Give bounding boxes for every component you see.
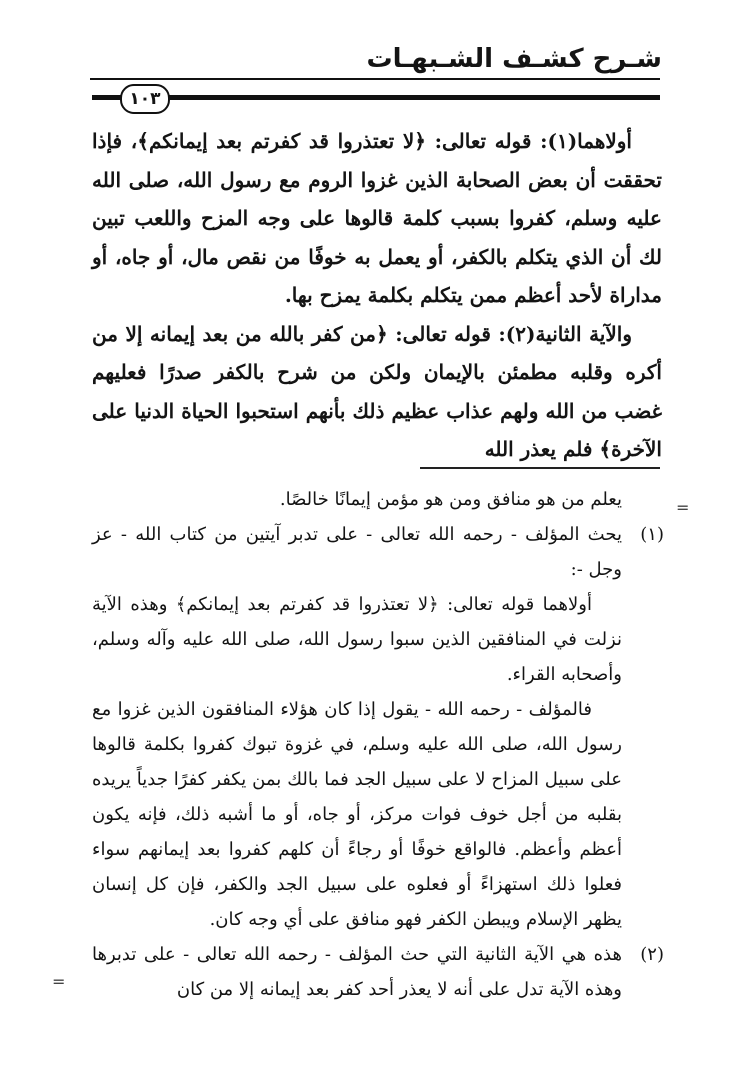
margin-mark: = (676, 498, 690, 517)
footnote-paragraph: أولاهما قوله تعالى: ﴿لا تعتذروا قد كفرتم بعد إيمانكم﴾ وهذه الآية نزلت في المنافقين الذين سبوا رسول الله، صلى الله عليه وآله وسلم، وأصحابه القراء. (92, 594, 622, 685)
page-number: ١٠٣ (120, 84, 170, 114)
header-rule (90, 78, 660, 80)
main-paragraph: والآية الثانية(٢): قوله تعالى: ﴿من كفر بالله من بعد إيمانه إلا من أكره وقلبه مطمئن بالإيمان ولكن من شرح بالكفر صدرًا فعليهم غضب من الله ولهم عذاب عظيم ذلك بأنهم استحبوا الحياة الدنيا على الآخرة﴾ فلم يعذر الله (92, 321, 662, 461)
footnote-number: (٢) (640, 944, 664, 965)
footnote-paragraph: هذه هي الآية الثانية التي حث المؤلف - رحمه الله تعالى - على تدبرها وهذه الآية تدل على أنه لا يعذر أحد كفر بعد إيمانه إلا من كان (92, 944, 622, 1000)
main-paragraph: أولاهما(١): قوله تعالى: ﴿لا تعتذروا قد كفرتم بعد إيمانكم﴾، فإذا تحققت أن بعض الصحابة الذين غزوا الروم مع رسول الله، صلى الله عليه وسلم، كفروا بسبب كلمة قالوها على وجه المزح واللعب تبين لك أن الذي يتكلم بالكفر، أو يعمل به خوفًا من نقص مال، أو جاه، أو مداراة لأحد أعظم ممن يتكلم بكلمة يمزح بها. (92, 129, 662, 307)
footnote-1 (92, 517, 664, 937)
footnote-continuation: يعلم من هو منافق ومن هو مؤمن إيمانًا خالصًا. (279, 489, 622, 510)
header-rule-thick-left (92, 95, 122, 100)
footnote-number: (١) (640, 524, 664, 545)
running-title: شـرح كشـف الشـبهـات (366, 44, 662, 74)
footnotes (92, 482, 664, 1007)
footnote-body (92, 517, 622, 937)
footnote-paragraph: يحث المؤلف - رحمه الله تعالى - على تدبر آيتين من كتاب الله - عز وجل -: (92, 524, 622, 580)
footnote-paragraph: فالمؤلف - رحمه الله - يقول إذا كان هؤلاء المنافقون الذين غزوا مع رسول الله، صلى الله عليه وسلم، في غزوة تبوك كفروا بكلمة قالوها على سبيل المزاح لا على سبيل الجد فما بالك بمن يكفر كفرًا جدياً يريده بقلبه من أجل خوف فوات مركز، أو جاه، أو ما أشبه ذلك، فإنه يكون أعظم وأعظم. فالواقع خوفًا أو رجاءً أن كلهم كفروا بعد إيمانهم سواء فعلوا ذلك استهزاءً أو فعلوه على سبيل الجد والكفر، فإن كل إنسان يظهر الإسلام ويبطن الكفر فهو منافق على أي وجه كان. (92, 699, 622, 930)
margin-mark: = (52, 972, 66, 991)
footnote-2 (92, 937, 664, 1007)
header-rule-thick (164, 95, 660, 100)
footnote-body (92, 937, 622, 1007)
footnote-separator (420, 467, 660, 469)
main-text (92, 122, 662, 469)
